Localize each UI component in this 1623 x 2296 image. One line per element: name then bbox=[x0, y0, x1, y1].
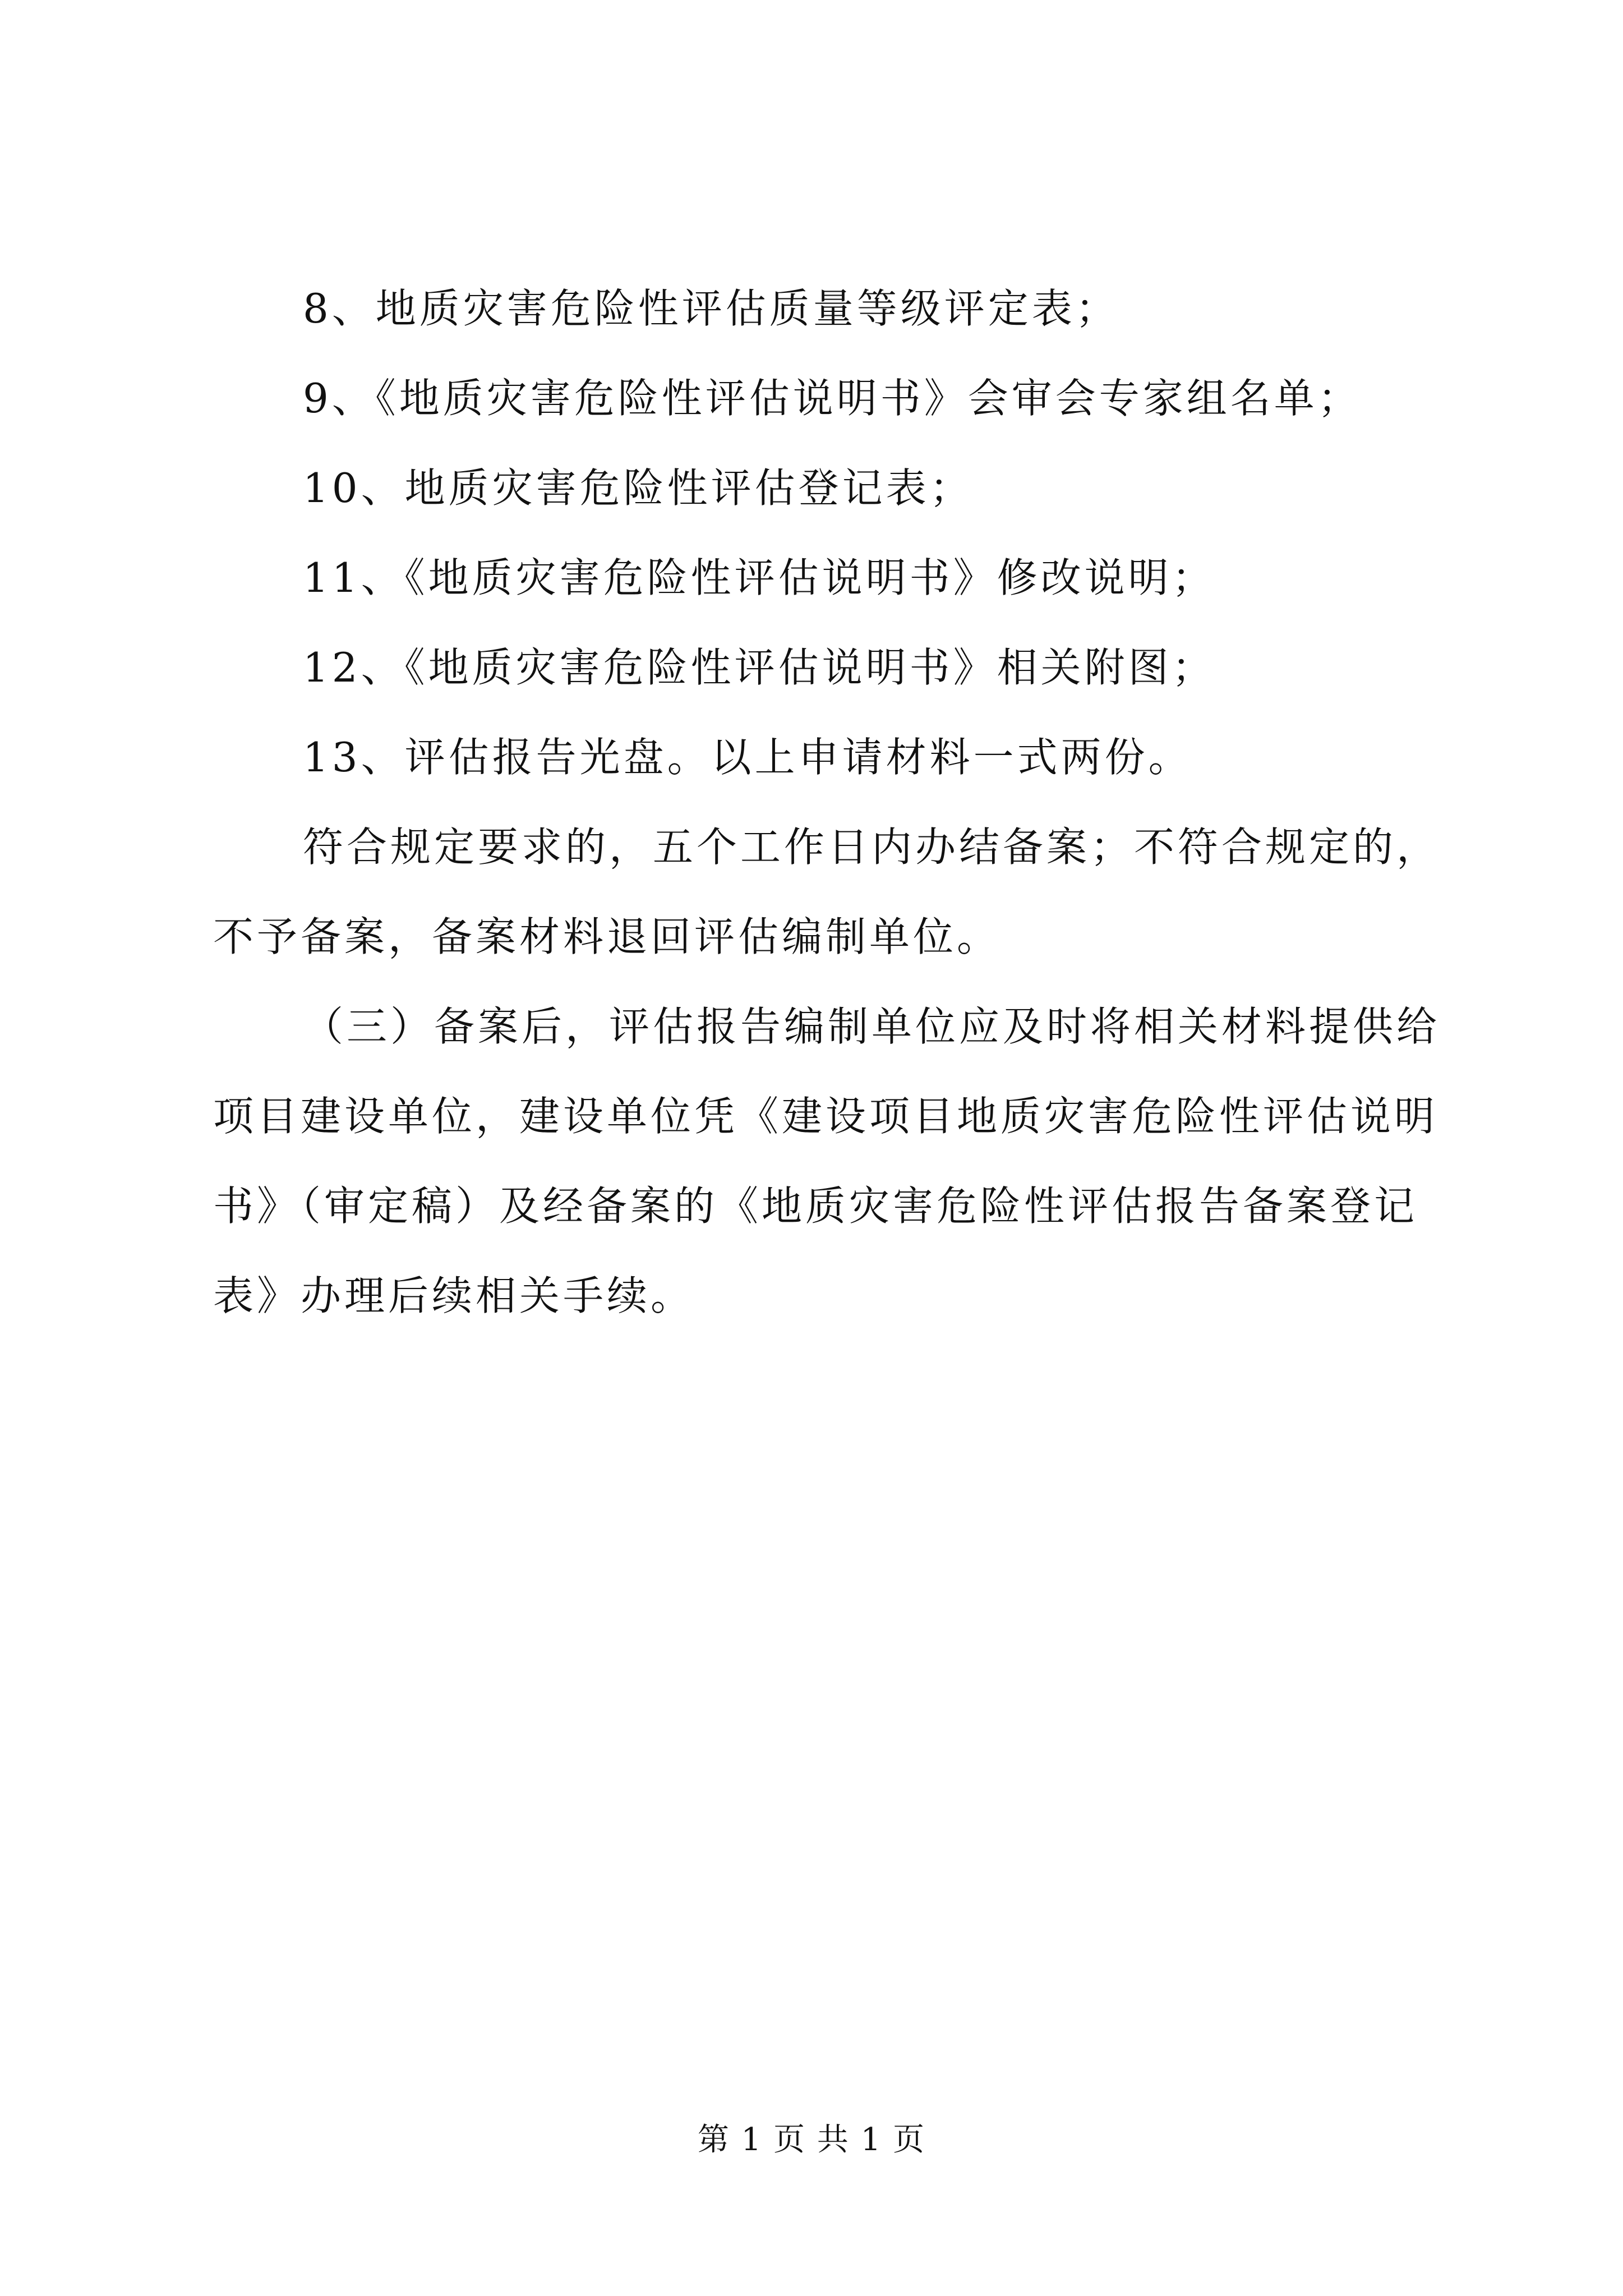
list-item: 8、地质灾害危险性评估质量等级评定表； bbox=[303, 285, 1119, 332]
list-item: 12、《地质灾害危险性评估说明书》相关附图； bbox=[303, 644, 1216, 691]
document-body bbox=[213, 264, 1441, 1341]
page-footer: 第 1 页 共 1 页 bbox=[697, 2122, 926, 2158]
list-item: 13、评估报告光盘。以上申请材料一式两份。 bbox=[303, 734, 1192, 781]
paragraph-after-filing bbox=[213, 982, 1441, 1341]
paragraph-line: （三）备案后，评估报告编制单位应及时将相关材料提供给 bbox=[303, 1003, 1441, 1050]
paragraph-line: 符合规定要求的，五个工作日内办结备案；不符合规定的， bbox=[303, 823, 1441, 871]
list-item: 11、《地质灾害危险性评估说明书》修改说明； bbox=[303, 554, 1216, 601]
paragraph-line: 项目建设单位，建设单位凭《建设项目地质灾害危险性评估说明 bbox=[213, 1093, 1438, 1140]
list-item: 10、地质灾害危险性评估登记表； bbox=[303, 464, 974, 512]
paragraph-line: 表》办理后续相关手续。 bbox=[213, 1272, 695, 1319]
paragraph-line: 不予备案，备案材料退回评估编制单位。 bbox=[213, 913, 1001, 960]
list-item: 9、《地质灾害危险性评估说明书》会审会专家组名单； bbox=[303, 375, 1362, 422]
paragraph-filing-conditions bbox=[213, 802, 1441, 982]
paragraph-line: 书》（审定稿）及经备案的《地质灾害危险性评估报告备案登记 bbox=[213, 1182, 1418, 1230]
